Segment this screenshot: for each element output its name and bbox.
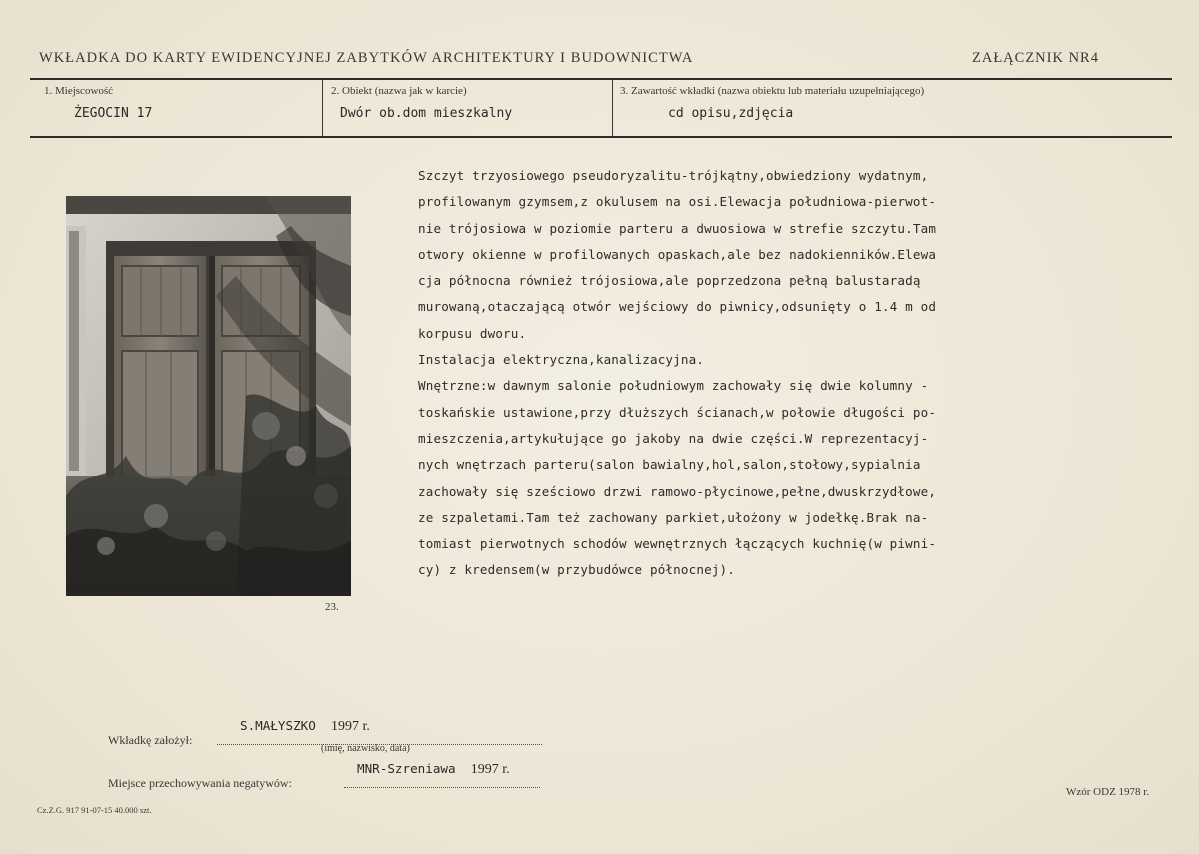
description-line: Szczyt trzyosiowego pseudoryzalitu-trójkątny,obwiedziony wydatnym, <box>418 168 929 183</box>
description-line: ze szpaletami.Tam też zachowany parkiet,ułożony w jodełkę.Brak na- <box>418 509 929 525</box>
description-line: toskańskie ustawione,przy dłuższych ścianach,w połowie długości po- <box>418 404 937 420</box>
created-by-label: Wkładkę założył: <box>108 733 193 747</box>
created-by-hint: (imię, nazwisko, data) <box>321 743 410 754</box>
template-version: Wzór ODZ 1978 r. <box>1066 786 1150 798</box>
field-separator <box>322 80 323 136</box>
print-info: Cz.Z.G. 917 91-07-15 40.000 szt. <box>37 805 152 815</box>
description-line: cy) z kredensem(w przybudówce północnej). <box>418 562 736 578</box>
card-title: WKŁADKA DO KARTY EWIDENCYJNEJ ZABYTKÓW ARCHITEKTURY I BUDOWNICTWA <box>39 50 694 66</box>
door-photograph <box>66 196 351 596</box>
description-line: murowaną,otaczającą otwór wejściowy do piwnicy,odsunięty o 1.4 m od <box>418 299 937 315</box>
negatives-place: MNR-Szreniawa <box>357 761 456 776</box>
description-line: nych wnętrzach parteru(salon bawialny,hol,salon,stołowy,sypialnia <box>418 457 921 473</box>
negatives-location-label: Miejsce przechowywania negatywów: <box>108 776 292 790</box>
negatives-dotted-line <box>344 787 540 788</box>
created-by-value <box>240 718 370 735</box>
description-line: otwory okienne w profilowanych opaskach,ale bez nadokienników.Elewa <box>418 246 937 262</box>
locality-label: 1. Miejscowość <box>44 85 114 97</box>
object-value: Dwór ob.dom mieszkalny <box>340 106 513 121</box>
description-line: tomiast pierwotnych schodów wewnętrznych łączących kuchnię(w piwni- <box>418 536 937 552</box>
description-line: Instalacja elektryczna,kanalizacyjna. <box>418 352 705 368</box>
door-photo-image <box>66 196 351 596</box>
description-line: zachowały się sześciowo drzwi ramowo-płycinowe,pełne,dwuskrzydłowe, <box>418 483 937 499</box>
description-line: cja północna również trójosiowa,ale poprzedzona pełną balustaradą <box>418 273 921 289</box>
created-year: 1997 r. <box>331 719 370 734</box>
photo-number: 23. <box>325 601 339 613</box>
description-line: Wnętrzne:w dawnym salonie południowym zachowały się dwie kolumny - <box>418 378 929 394</box>
description-text <box>418 163 1118 584</box>
description-line: nie trójosiowa w poziomie parteru a dwuosiowa w strefie szczytu.Tam <box>418 220 937 236</box>
field-separator <box>612 80 613 136</box>
description-line: profilowanym gzymsem,z okulusem na osi.Elewacja południowa-pierwot- <box>418 194 937 210</box>
attachment-number-label <box>972 50 1099 67</box>
contents-value: cd opisu,zdjęcia <box>668 106 794 121</box>
negatives-year: 1997 r. <box>470 762 510 777</box>
attachment-number: 4 <box>1090 50 1099 66</box>
header-top-rule <box>30 78 1172 80</box>
attachment-label: ZAŁĄCZNIK NR <box>972 50 1091 66</box>
object-label: 2. Obiekt (nazwa jak w karcie) <box>331 85 467 97</box>
negatives-location-value <box>357 761 510 778</box>
description-line: mieszczenia,artykułujące go jakoby na dwie części.W reprezentacyj- <box>418 430 929 446</box>
created-by-name: S.MAŁYSZKO <box>240 718 316 733</box>
header-bottom-rule <box>30 136 1172 138</box>
contents-label: 3. Zawartość wkładki (nazwa obiektu lub materiału uzupełniającego) <box>620 85 925 97</box>
locality-value: ŻEGOCIN 17 <box>74 106 153 121</box>
description-line: korpusu dworu. <box>418 325 527 341</box>
